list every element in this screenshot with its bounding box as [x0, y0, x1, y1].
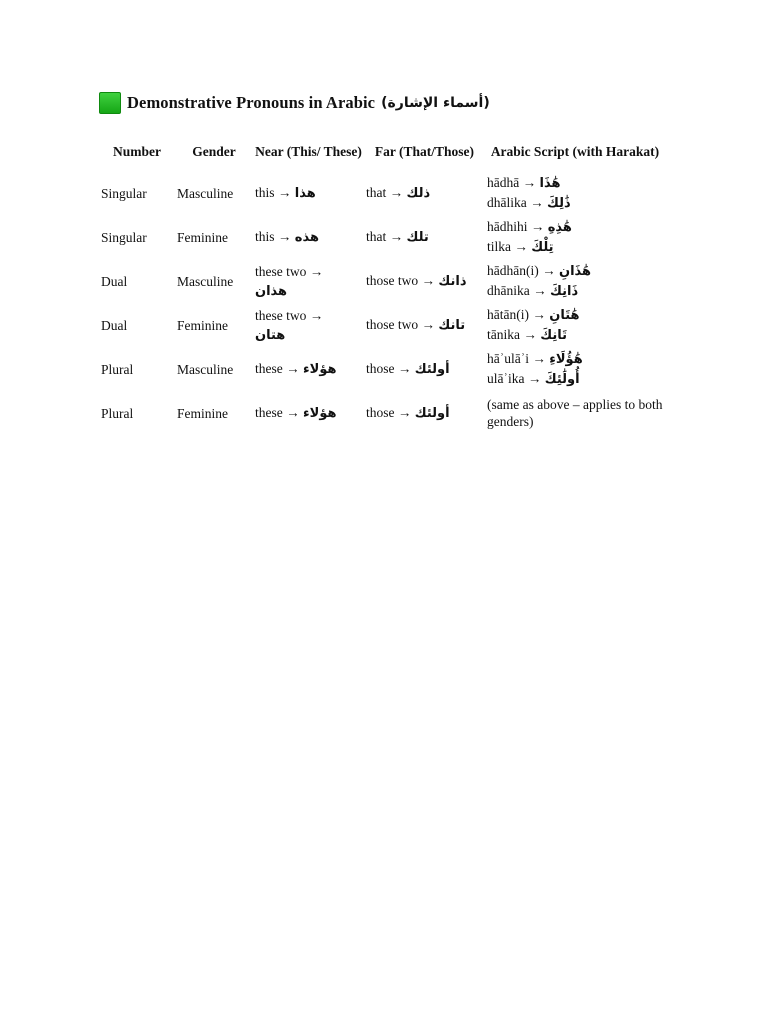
transliteration-near: hāʾulāʾi →	[487, 351, 546, 366]
far-english: those →	[366, 405, 412, 420]
cell-gender: Masculine	[177, 273, 234, 289]
far-arabic: ذانك	[438, 274, 467, 289]
cell-gender: Feminine	[177, 229, 228, 245]
cell-far	[364, 215, 485, 259]
transliteration-far: tānika →	[487, 327, 537, 342]
demonstratives-table	[99, 133, 665, 435]
far-arabic: ذلك	[406, 186, 431, 201]
script-line-far	[487, 325, 663, 345]
harakat-near: هَٰتَانِ	[549, 308, 580, 323]
harakat-far: ذَٰلِكَ	[547, 196, 571, 211]
cell-far	[364, 171, 485, 215]
cell-far	[364, 259, 485, 303]
cell-number: Plural	[101, 405, 134, 421]
table-row	[99, 303, 665, 347]
script-line-near	[487, 305, 663, 325]
far-english: those two →	[366, 273, 435, 288]
table-row	[99, 259, 665, 303]
cell-arabic-script	[485, 259, 665, 303]
column-header-gender: Gender	[192, 144, 236, 159]
near-arabic: هتان	[255, 327, 286, 343]
cell-arabic-script	[485, 303, 665, 347]
transliteration-near: hādhān(i) →	[487, 263, 556, 278]
harakat-far: تِلْكَ	[531, 240, 554, 255]
heading-title: Demonstrative Pronouns in Arabic	[127, 93, 376, 112]
table-row	[99, 347, 665, 391]
table-row	[99, 391, 665, 435]
near-english: these two →	[255, 263, 324, 279]
far-arabic: أولئك	[414, 406, 450, 421]
far-english: that →	[366, 229, 404, 244]
transliteration-near: hādhā →	[487, 175, 537, 190]
transliteration-far: ulāʾika →	[487, 371, 542, 386]
harakat-far: أُولَٰئِكَ	[544, 372, 580, 387]
near-arabic: هذا	[294, 186, 316, 201]
transliteration-near: hādhihi →	[487, 219, 545, 234]
green-square-icon	[99, 92, 121, 114]
near-english: these →	[255, 361, 300, 376]
column-header-arabic-script: Arabic Script (with Harakat)	[490, 144, 660, 159]
cell-number: Plural	[101, 361, 134, 377]
near-arabic: هؤلاء	[303, 362, 337, 377]
cell-near	[253, 347, 364, 391]
document-heading	[99, 92, 490, 114]
script-line-far	[487, 237, 663, 257]
near-english: these →	[255, 405, 300, 420]
cell-gender: Masculine	[177, 361, 234, 377]
near-english: this →	[255, 229, 292, 244]
near-arabic: هذه	[294, 230, 319, 245]
cell-number: Singular	[101, 185, 147, 201]
column-header-near: Near (This/ These)	[255, 144, 362, 159]
script-line-far	[487, 281, 663, 301]
near-arabic: هذان	[255, 283, 288, 299]
column-header-number: Number	[113, 144, 161, 159]
cell-arabic-script	[485, 347, 665, 391]
cell-near	[253, 171, 364, 215]
harakat-far: ذَانِكَ	[550, 284, 579, 299]
transliteration-far: dhānika →	[487, 283, 547, 298]
harakat-near: هَٰذَانِ	[558, 264, 592, 279]
harakat-near: هَٰذَا	[539, 176, 561, 191]
cell-far	[364, 347, 485, 391]
column-header-far: Far (That/Those)	[374, 144, 475, 159]
heading-arabic: (أسماء الإشارة)	[381, 95, 490, 111]
harakat-far: تَانِكَ	[540, 328, 567, 343]
cell-gender: Feminine	[177, 405, 228, 421]
far-english: those two →	[366, 317, 435, 332]
script-line-far	[487, 193, 663, 213]
far-arabic: تلك	[406, 230, 429, 245]
table-row	[99, 171, 665, 215]
harakat-near: هَٰؤُلَاءِ	[549, 352, 583, 367]
script-line-far	[487, 369, 663, 389]
cell-far	[364, 303, 485, 347]
cell-number: Dual	[101, 273, 128, 289]
table-row	[99, 215, 665, 259]
cell-gender: Masculine	[177, 185, 234, 201]
far-arabic: تانك	[438, 318, 466, 333]
far-english: those →	[366, 361, 412, 376]
transliteration-far: tilka →	[487, 239, 528, 254]
near-arabic: هؤلاء	[303, 406, 337, 421]
transliteration-near: hātān(i) →	[487, 307, 546, 322]
script-line-near	[487, 217, 663, 237]
script-line-near	[487, 173, 663, 193]
cell-number: Dual	[101, 317, 128, 333]
transliteration-far: dhālika →	[487, 195, 544, 210]
far-english: that →	[366, 185, 404, 200]
script-line-near	[487, 261, 663, 281]
cell-gender: Feminine	[177, 317, 228, 333]
cell-arabic-script	[485, 391, 665, 435]
cell-number: Singular	[101, 229, 147, 245]
table-header-row	[99, 133, 665, 171]
script-line-near	[487, 349, 663, 369]
cell-arabic-script	[485, 215, 665, 259]
same-as-above-note: (same as above – applies to both genders)	[487, 397, 663, 429]
cell-near	[253, 303, 364, 347]
cell-far	[364, 391, 485, 435]
near-english: these two →	[255, 307, 324, 323]
harakat-near: هَٰذِهِ	[547, 220, 572, 235]
cell-near	[253, 259, 364, 303]
cell-near	[253, 391, 364, 435]
far-arabic: أولئك	[414, 362, 450, 377]
cell-arabic-script	[485, 171, 665, 215]
near-english: this →	[255, 185, 292, 200]
cell-near	[253, 215, 364, 259]
